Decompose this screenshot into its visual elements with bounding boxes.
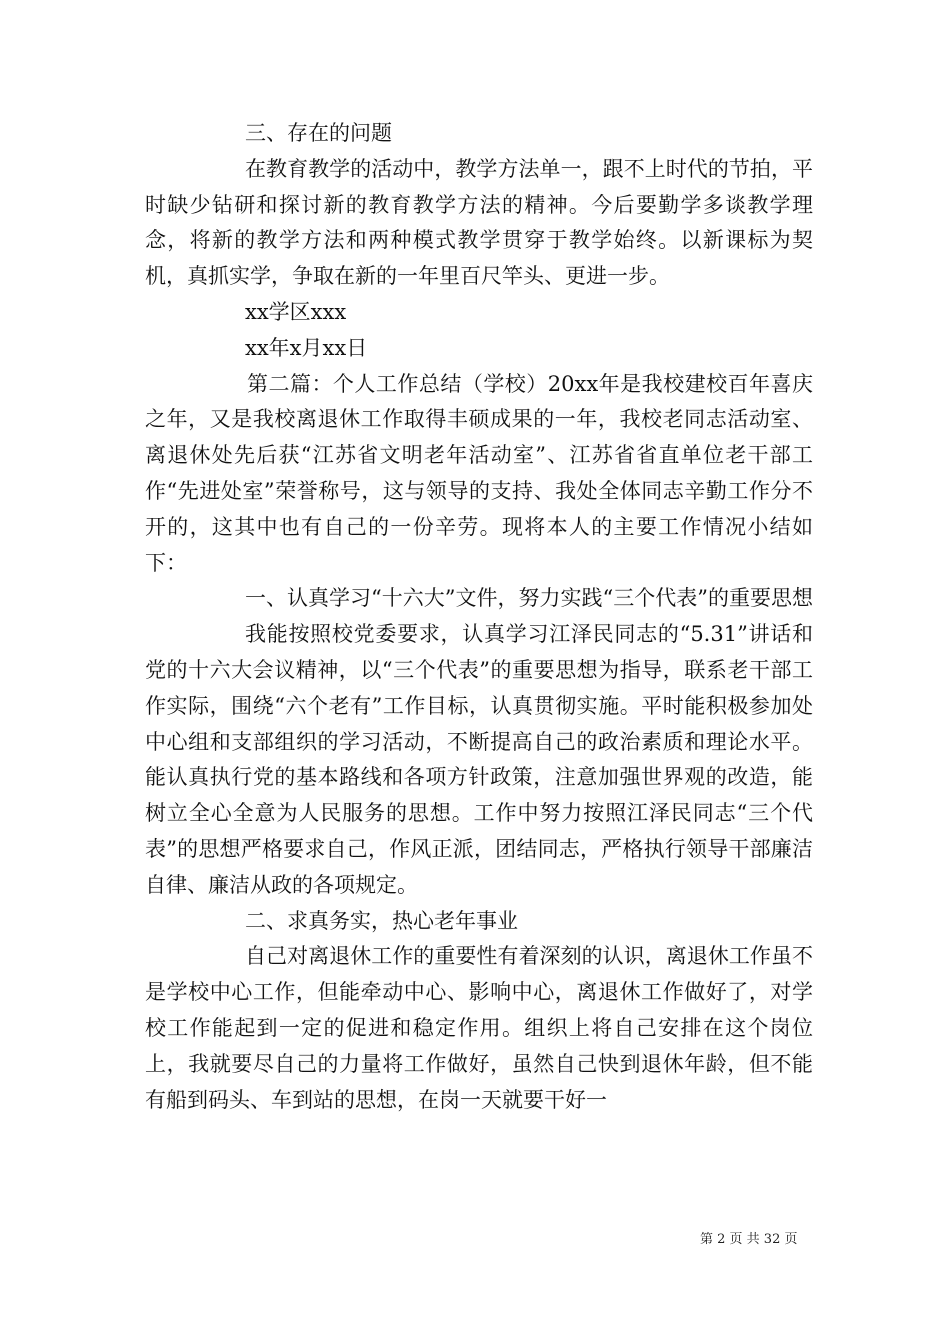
signature-district: xx学区xxx xyxy=(245,299,347,324)
section-heading-dedication: 二、求真务实，热心老年事业 xyxy=(245,908,518,933)
paragraph-problems: 在教育教学的活动中，教学方法单一，跟不上时代的节拍，平时缺少钻研和探讨新的教育教学方法的精神。今后要勤学多谈教学理念，将新的教学方法和两种模式教学贯穿于教学始终。以新课标为契机，真抓实学，争取在新的一年里百尺竿头、更进一步。 xyxy=(145,156,813,289)
section-heading-study: 一、认真学习“十六大”文件，努力实践“三个代表”的重要思想 xyxy=(245,586,813,611)
paragraph-dedication: 自己对离退休工作的重要性有着深刻的认识，离退休工作虽不是学校中心工作，但能牵动中心、影响中心，离退休工作做好了，对学校工作能起到一定的促进和稳定作用。组织上将自己安排在这个岗位上，我就要尽自己的力量将工作做好，虽然自己快到退休年龄，但不能有船到码头、车到站的思想，在岗一天就要干好一 xyxy=(145,944,813,1112)
paragraph-second-article-intro: 第二篇：个人工作总结（学校）20xx年是我校建校百年喜庆之年，又是我校离退休工作取得丰硕成果的一年，我校老同志活动室、离退休处先后获“江苏省文明老年活动室”、江苏省省直单位老干部工作“先进处室”荣誉称号，这与领导的支持、我处全体同志辛勤工作分不开的，这其中也有自己的一份辛劳。现将本人的主要工作情况小结如下： xyxy=(145,371,813,575)
signature-date: xx年x月xx日 xyxy=(245,335,368,360)
paragraph-study: 我能按照校党委要求，认真学习江泽民同志的“5.31”讲话和党的十六大会议精神，以“三个代表”的重要思想为指导，联系老干部工作实际，围绕“六个老有”工作目标，认真贯彻实施。平时能积极参加处中心组和支部组织的学习活动，不断提高自己的政治素质和理论水平。能认真执行党的基本路线和各项方针政策，注意加强世界观的改造，能树立全心全意为人民服务的思想。工作中努力按照江泽民同志“三个代表”的思想严格要求自己，作风正派，团结同志，严格执行领导干部廉洁自律、廉洁从政的各项规定。 xyxy=(145,622,813,897)
page-number-footer: 第 2 页 共 32 页 xyxy=(700,1232,798,1247)
section-heading-problems: 三、存在的问题 xyxy=(245,121,392,145)
document-body xyxy=(145,116,813,1118)
